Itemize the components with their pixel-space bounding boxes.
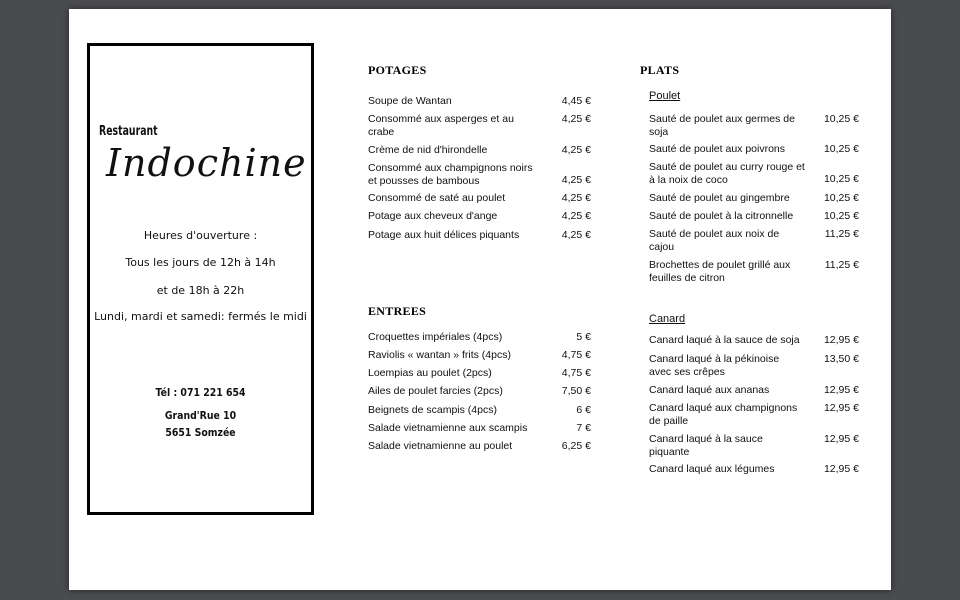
address-street: Grand'Rue 10 bbox=[164, 409, 237, 422]
list-item: Brochettes de poulet grillé aux feuilles de citron bbox=[649, 259, 791, 284]
item-price: 4,75 € bbox=[561, 367, 591, 379]
item-price: 10,25 € bbox=[823, 173, 859, 185]
hours-title: Heures d'ouverture : bbox=[143, 229, 258, 242]
item-price: 4,25 € bbox=[561, 210, 591, 222]
item-price: 10,25 € bbox=[823, 192, 859, 204]
list-item: Sauté de poulet aux noix de cajou bbox=[649, 228, 780, 253]
menu-page bbox=[69, 9, 891, 590]
item-price: 10,25 € bbox=[823, 143, 859, 155]
list-item: Potage aux huit délices piquants bbox=[368, 229, 520, 241]
item-price: 4,45 € bbox=[561, 95, 591, 107]
potages-title: POTAGES bbox=[368, 63, 427, 77]
item-price: 12,95 € bbox=[823, 433, 859, 445]
list-item: Canard laqué aux ananas bbox=[649, 384, 770, 396]
list-item: Sauté de poulet aux poivrons bbox=[649, 143, 786, 155]
list-item: Loempias au poulet (2pcs) bbox=[368, 367, 492, 379]
item-price: 5 € bbox=[576, 331, 591, 343]
hours-line-1: Tous les jours de 12h à 14h bbox=[125, 256, 276, 269]
item-price: 12,95 € bbox=[823, 402, 859, 414]
plats-title: PLATS bbox=[640, 63, 680, 77]
list-item: Consommé aux asperges et au crabe bbox=[368, 113, 514, 138]
list-item: Consommé de saté au poulet bbox=[368, 192, 506, 204]
item-price: 11,25 € bbox=[824, 259, 859, 271]
item-price: 10,25 € bbox=[823, 210, 859, 222]
item-price: 4,75 € bbox=[561, 349, 591, 361]
item-price: 4,25 € bbox=[561, 174, 591, 186]
item-price: 13,50 € bbox=[823, 353, 859, 365]
list-item: Crème de nid d'hirondelle bbox=[368, 144, 488, 156]
item-price: 4,25 € bbox=[561, 113, 591, 125]
list-item: Sauté de poulet aux germes de soja bbox=[649, 113, 795, 138]
list-item: Canard laqué aux champignons de paille bbox=[649, 402, 798, 427]
list-item: Canard laqué aux légumes bbox=[649, 463, 775, 475]
phone: Tél : 071 221 654 bbox=[155, 386, 246, 399]
restaurant-name: Indochine bbox=[106, 141, 307, 185]
item-price: 12,95 € bbox=[823, 384, 859, 396]
poulet-subtitle: Poulet bbox=[649, 90, 681, 102]
item-price: 12,95 € bbox=[823, 463, 859, 475]
list-item: Raviolis « wantan » frits (4pcs) bbox=[368, 349, 511, 361]
item-price: 4,25 € bbox=[561, 229, 591, 241]
item-price: 4,25 € bbox=[561, 144, 591, 156]
hours-line-3: Lundi, mardi et samedi: fermés le midi bbox=[94, 310, 307, 323]
list-item: Sauté de poulet au curry rouge et à la noix de coco bbox=[649, 161, 805, 186]
list-item: Croquettes impériales (4pcs) bbox=[368, 331, 503, 343]
item-price: 6,25 € bbox=[561, 440, 591, 452]
item-price: 12,95 € bbox=[823, 334, 859, 346]
item-price: 10,25 € bbox=[823, 113, 859, 125]
entrees-title: ENTREES bbox=[368, 304, 427, 318]
item-price: 4,25 € bbox=[561, 192, 591, 204]
canard-subtitle: Canard bbox=[649, 313, 686, 325]
list-item: Ailes de poulet farcies (2pcs) bbox=[368, 385, 503, 397]
item-price: 7,50 € bbox=[561, 385, 591, 397]
hours-line-2: et de 18h à 22h bbox=[156, 284, 245, 297]
list-item: Sauté de poulet au gingembre bbox=[649, 192, 790, 204]
list-item: Canard laqué à la pékinoise avec ses crêpes bbox=[649, 353, 780, 378]
list-item: Sauté de poulet à la citronnelle bbox=[649, 210, 794, 222]
item-price: 6 € bbox=[576, 404, 591, 416]
list-item: Soupe de Wantan bbox=[368, 95, 452, 107]
list-item: Beignets de scampis (4pcs) bbox=[368, 404, 497, 416]
list-item: Salade vietnamienne aux scampis bbox=[368, 422, 528, 434]
list-item: Salade vietnamienne au poulet bbox=[368, 440, 513, 452]
restaurant-card bbox=[87, 43, 314, 515]
list-item: Potage aux cheveux d'ange bbox=[368, 210, 498, 222]
list-item: Canard laqué à la sauce piquante bbox=[649, 433, 763, 458]
restaurant-label: Restaurant bbox=[99, 124, 158, 139]
item-price: 7 € bbox=[576, 422, 591, 434]
address-city: 5651 Somzée bbox=[165, 426, 236, 439]
list-item: Consommé aux champignons noirs et pousses de bambous bbox=[368, 162, 533, 187]
item-price: 11,25 € bbox=[824, 228, 859, 240]
list-item: Canard laqué à la sauce de soja bbox=[649, 334, 800, 346]
